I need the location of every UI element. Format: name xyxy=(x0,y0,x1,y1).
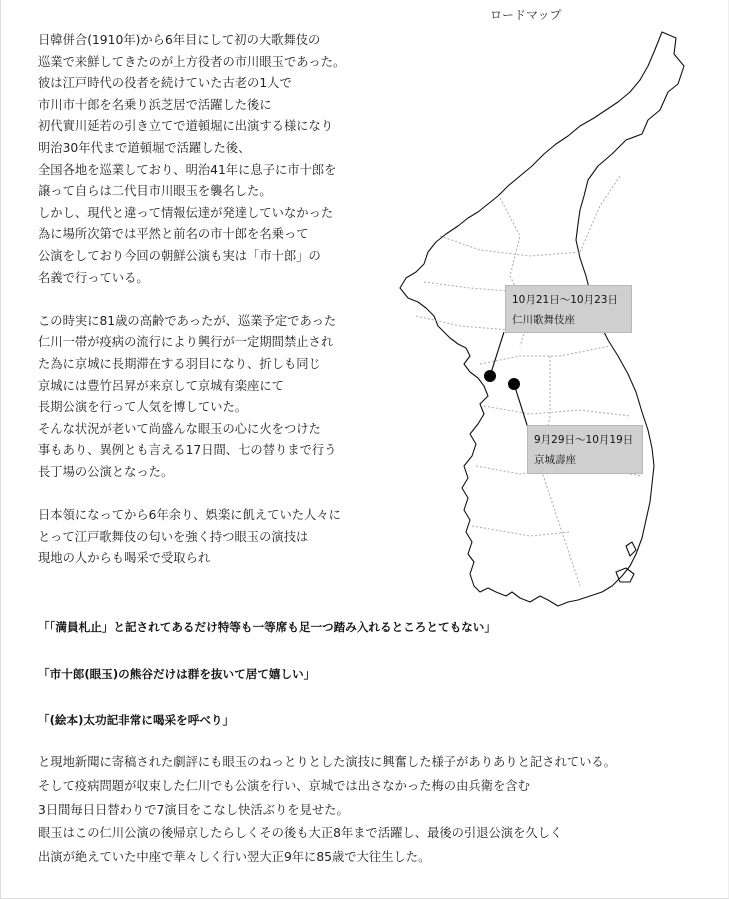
keijo-marker xyxy=(508,378,520,390)
intro-line: 巡業で来鮮してきたのが上方役者の市川眼玉であった。 xyxy=(38,54,346,69)
outro-line: 3日間毎日日替わりで7演目をこなし快活ぶりを見せた。 xyxy=(38,802,349,817)
paragraph-gap xyxy=(38,289,378,311)
intro-line: 日韓併合(1910年)から6年目にして初の大歌舞伎の xyxy=(38,33,321,47)
incheon-marker xyxy=(484,370,496,382)
outro-text xyxy=(38,751,616,870)
intro-line: 彼は江戸時代の役者を続けていた古老の1人で xyxy=(38,76,292,91)
intro-line: た為に京城に長期滞在する羽目になり、折しも同じ xyxy=(38,356,321,371)
keijo-callout xyxy=(527,425,643,474)
outro-line: そして疫病問題が収束した仁川でも公演を行い、京城では出さなかった梅の由兵衛を含む xyxy=(38,778,530,793)
paragraph-gap xyxy=(38,483,378,505)
intro-line: 全国各地を巡業しており、明治41年に息子に市十郎を xyxy=(38,162,337,177)
outro-line: 出演が絶えていた中座で華々しく行い翌大正9年に85歳で大往生した。 xyxy=(38,850,431,865)
province-border xyxy=(480,346,610,364)
jeju-island xyxy=(616,568,634,582)
intro-text xyxy=(38,30,378,570)
intro-line: 譲って自らは二代目市川眼玉を襲名した。 xyxy=(38,184,272,199)
intro-line: 為に場所次第では平然と前名の市十郎を名乗って xyxy=(38,227,309,242)
callout-venue: 京城壽座 xyxy=(534,454,576,466)
intro-line: 長丁場の公演となった。 xyxy=(38,464,174,479)
intro-line: とって江戸歌舞伎の匂いを強く持つ眼玉の演技は xyxy=(38,529,309,544)
callout-leader xyxy=(490,332,504,376)
intro-line: この時実に81歳の高齢であったが、巡業予定であった xyxy=(38,313,337,328)
review-quote: 「(絵本)太功記非常に喝采を呼べり」 xyxy=(38,713,235,727)
intro-line: 市川市十郎を名乗り浜芝居で活躍した後に xyxy=(38,97,272,112)
callout-venue: 仁川歌舞伎座 xyxy=(512,314,575,326)
intro-line: 事もあり、異例とも言える17日間、七の替りまで行う xyxy=(38,443,337,458)
intro-line: 明治30年代まで道頓堀で活躍した後、 xyxy=(38,140,251,155)
intro-line: 初代實川延若の引き立てで道頓堀に出演する様になり xyxy=(38,119,334,134)
intro-line: 日本領になってから6年余り、娯楽に飢えていた人々に xyxy=(38,508,341,523)
callout-dates: 10月21日～10月23日 xyxy=(512,294,618,306)
intro-line: しかし、現代と違って情報伝達が発達していなかった xyxy=(38,205,334,220)
review-quote: 「「満員札止」と記されてあるだけ特等も一等席も足一つ踏み入れるところとてもない」 xyxy=(38,620,496,634)
intro-line: 仁川一帯が疫病の流行により興行が一定期間禁止され xyxy=(38,335,334,350)
callout-dates: 9月29日～10月19日 xyxy=(534,434,634,446)
incheon-callout xyxy=(505,285,632,333)
intro-line: 長期公演を行って人気を博していた。 xyxy=(38,400,248,415)
review-quote: 「市十郎(眼玉)の熊谷だけは群を抜いて居て嬉しい」 xyxy=(38,667,316,681)
intro-line: 京城には豊竹呂昇が来京して京城有楽座にて xyxy=(38,378,284,393)
province-border xyxy=(472,526,570,536)
province-border xyxy=(440,236,580,256)
province-border xyxy=(484,406,630,416)
intro-line: 公演をしており今回の朝鮮公演も実は「市十郎」の xyxy=(38,248,321,263)
intro-line: 現地の人からも喝采で受取られ xyxy=(38,551,211,566)
small-island xyxy=(626,542,636,556)
outro-line: と現地新聞に寄稿された劇評にも眼玉のねっとりとした演技に興奮した様子がありありと記されている。 xyxy=(38,755,616,769)
intro-line: そんな状況が老いて尚盛んな眼玉の心に火をつけた xyxy=(38,421,321,436)
intro-line: 名義で行っている。 xyxy=(38,270,149,285)
outro-line: 眼玉はこの仁川公演の後帰京したらしくその後も大正8年まで活躍し、最後の引退公演を久しく xyxy=(38,826,563,841)
map-title: ロードマップ xyxy=(490,8,562,22)
callout-leader xyxy=(514,384,528,428)
